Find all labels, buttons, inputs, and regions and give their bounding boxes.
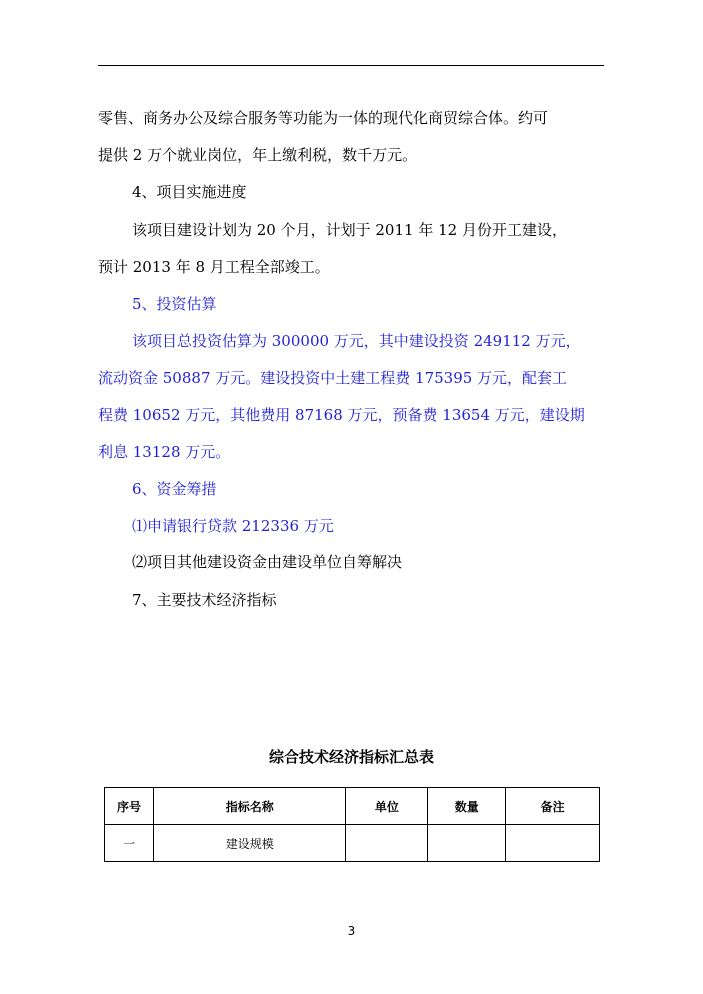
cell-name: 建设规模 [153,825,346,862]
page-number: 3 [347,924,356,938]
header-name: 指标名称 [153,788,346,825]
paragraph-line: 零售、商务办公及综合服务等功能为一体的现代化商贸综合体。约可 [98,109,549,127]
table-header-row [105,788,600,825]
paragraph-line: 预计 2013 年 8 月工程全部竣工。 [98,258,330,276]
paragraph-line: 流动资金 50887 万元。建设投资中土建工程费 175395 万元，配套工 [98,369,568,387]
list-item: ⑵项目其他建设资金由建设单位自筹解决 [132,553,403,571]
section-heading-6: 6、资金筹措 [132,480,217,498]
table-title: 综合技术经济指标汇总表 [268,748,434,766]
header-remark: 备注 [506,788,600,825]
paragraph-line: 提供 2 万个就业岗位，年上缴利税，数千万元。 [98,146,418,164]
section-heading-5: 5、投资估算 [132,295,217,313]
paragraph-line: 该项目总投资估算为 300000 万元，其中建设投资 249112 万元， [132,332,581,350]
header-rule [98,65,604,66]
header-index: 序号 [105,788,154,825]
indicator-summary-table [104,787,600,862]
header-quantity: 数量 [428,788,506,825]
paragraph-line: 程费 10652 万元，其他费用 87168 万元，预备费 13654 万元，建设期 [98,406,585,424]
cell-remark [506,825,600,862]
paragraph-line: 利息 13128 万元。 [98,443,231,461]
paragraph-line: 该项目建设计划为 20 个月，计划于 2011 年 12 月份开工建设， [132,221,567,239]
section-heading-7: 7、主要技术经济指标 [132,591,277,609]
cell-quantity [428,825,506,862]
header-unit: 单位 [346,788,428,825]
cell-unit [346,825,428,862]
section-heading-4: 4、项目实施进度 [132,183,247,201]
table-row [105,825,600,862]
cell-index: 一 [105,825,154,862]
list-item: ⑴申请银行贷款 212336 万元 [132,517,334,535]
